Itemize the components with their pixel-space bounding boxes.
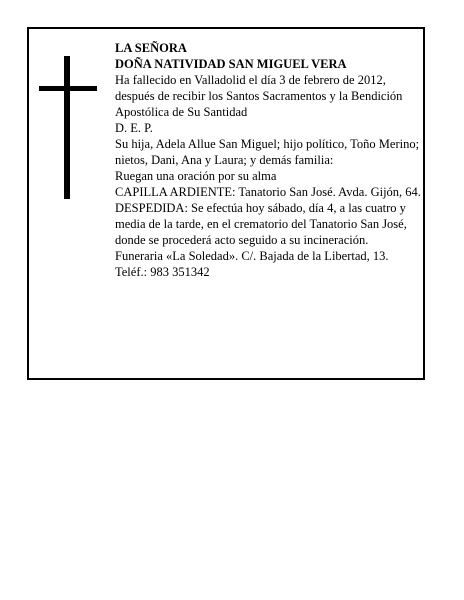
death-statement: Ha fallecido en Valladolid el día 3 de febrero de 2012, después de recibir los Santos Sacramentos y la Bendición Apostólica de Su Santidad: [115, 73, 403, 119]
farewell-info: DESPEDIDA: Se efectúa hoy sábado, día 4, a las cuatro y media de la tarde, en el crematorio del Tanatorio San José, donde se procederá acto seguido a su incineración.: [115, 201, 407, 247]
funeral-home-info: Funeraria «La Soledad». C/. Bajada de la Libertad, 13. Teléf.: 983 351342: [115, 249, 389, 279]
cross-horizontal-bar: [39, 86, 97, 91]
cross-vertical-bar: [64, 56, 70, 199]
notice-title: LA SEÑORA: [115, 41, 187, 55]
rip-line: D. E. P.: [115, 121, 153, 135]
notice-text: [115, 40, 421, 280]
cross-icon: [39, 56, 97, 199]
deceased-name: DOÑA NATIVIDAD SAN MIGUEL VERA: [115, 57, 347, 71]
obituary-notice: [27, 27, 425, 380]
chapel-info: CAPILLA ARDIENTE: Tanatorio San José. Avda. Gijón, 64.: [115, 185, 421, 199]
prayer-request: Ruegan una oración por su alma: [115, 169, 277, 183]
family-line: Su hija, Adela Allue San Miguel; hijo político, Toño Merino; nietos, Dani, Ana y Laura; y demás familia:: [115, 137, 420, 167]
